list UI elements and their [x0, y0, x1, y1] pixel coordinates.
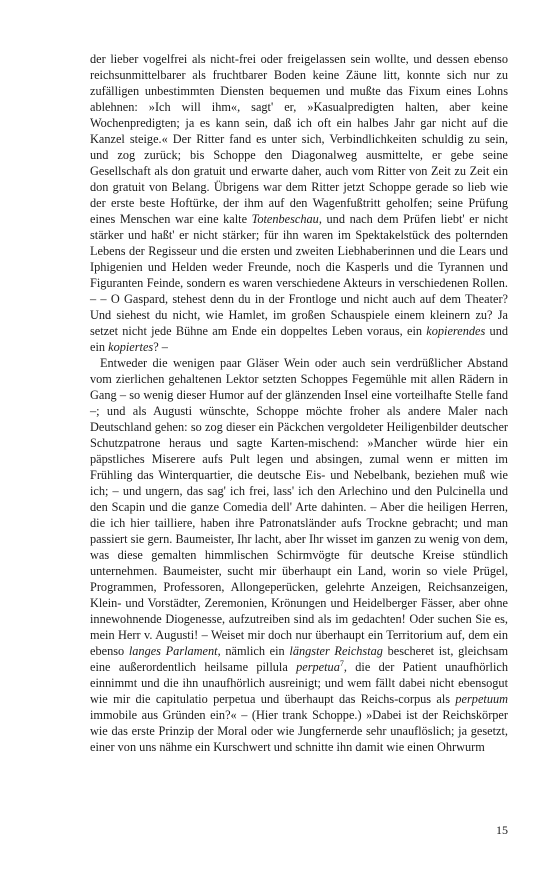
italic-term: perpetuum [455, 692, 508, 706]
text-run: ? – [153, 340, 168, 354]
text-run: immobile aus Gründen ein?« – (Hier trank Schoppe.) »Dabei ist der Reichskörper wie das erste Prinzip der Moral oder wie Jungfernerde sehr unauflöslich; ja gesetzt, einer von uns nähme ein Kurschwert und schnitte ihn damit wie einen Ohrwurm [90, 708, 508, 754]
text-run: Entweder die wenigen paar Gläser Wein oder auch sein verdrüßlicher Abstand vom zierlichen gehaltenen Lektor setzten Schoppes Fegemühle mit allen Rädern in Gang – so wenig dieser Humor auf der glänzenden Insel eine vorteilhafte Stelle fand –; und als Augusti wünschte, Schoppe möchte froher als andere Maler nach Deutschland gehen: so zog dieser ein Päckchen vergoldeter Heiligenbilder deutscher Schutzpatrone heraus und sagte Karten-mischend: »Mancher würde hier ein päpstliches Miserere aufs Pult legen und absingen, zumal wenn er mitten im Frühling das Winterquartier, die deutsche Eis- und Nebelbank, beziehen muß wie ich; – und ungern, das sag' ich frei, lass' ich den Arlechino und den Pulcinella und den Scapin und die ganze Comedia dell' Arte dahinten. – Aber die heiligen Herren, die ich hier tailliere, haben ihre Patronatsländer aufs Trockne gebracht; und man passiert sie gern. Baumeister, Ihr lacht, aber Ihr wisset im ganzen zu wenig von dem, was diese gemalten himmlischen Schirmvögte für deutsche Kreise stündlich unternehmen. Baumeister, sucht mir überhaupt ein Land, worin so viele Prügel, Programmen, Professoren, Allongeperücken, gelehrte Anzeigen, Reichsanzeigen, Klein- und Vorstädter, Zeremonien, Krönungen und Heidelberger Fässer, aber ohne innewohnende Diogenesse, aufzutreiben sind als im gedachten! Oder suchen Sie es, mein Herr v. Augusti! – Weiset mir doch nur überhaupt ein Territorium auf, dem ein ebenso [90, 356, 508, 658]
italic-term: kopierendes [426, 324, 486, 338]
text-run: , nämlich ein [217, 644, 290, 658]
paragraph-2 [90, 355, 508, 755]
text-run: bescheret ist, gleichsam eine außerordentlich heilsame pillula [90, 644, 509, 674]
italic-term: kopiertes [108, 340, 154, 354]
italic-term: perpetua [296, 660, 340, 674]
text-run: der lieber vogelfrei als nicht-frei oder freigelassen sein wollte, und dessen ebenso reichsunmittelbarer als fruchtbarer Boden keine Zäune litt, konnte sich nur zu zufälligen unbestimmten Diensten bequemen und mußte das Fixum eines Lohns ablehnen: »Ich will ihm«, sagt' er, »Kasualpredigten halten, aber keine Wochenpredigten; ja es kann sein, daß ich oft ein halbes Jahr gar nicht auf die Kanzel steige.« Der Ritter fand es unter sich, Verbindlichkeiten schuldig zu sein, und zog zurück; bis Schoppe den Diagonalweg ausmittelte, er gebe seine Gesellschaft als don gratuit und erwarte daher, auch vom Ritter von Zeit zu Zeit ein don gratuit von Belang. Übrigens war dem Ritter jetzt Schoppe gerade so lieb wie der erste beste Hoftürke, der ihm auf den Wagenfußtritt geholfen; seine Prüfung eines Menschen war eine kalte [90, 52, 508, 226]
text-run: und ein [90, 324, 508, 354]
paragraph-1 [90, 51, 508, 355]
body-text [90, 51, 508, 755]
italic-term: längster Reichstag [289, 644, 383, 658]
italic-term: Totenbeschau [251, 212, 319, 226]
text-run: , und nach dem Prüfen liebt' er nicht stärker und haßt' er nicht stärker; für ihn waren im Spektakelstück des polternden Lebens der Regisseur und die ersten und zweiten Liebhaberinnen und die Lears und Iphigenien und Helden weder Freunde, noch die Kasperls und die Tyrannen und Figuranten Feinde, sondern es waren verschiedene Akteurs in verschiedenen Rollen. – – O Gaspard, stehest denn du in der Frontloge und nicht auch auf dem Theater? Und siehest du nicht, wie Hamlet, im großen Schauspiele einem kleinern zu? Ja setzet nicht jede Bühne am Ende ein doppeltes Leben voraus, ein [90, 212, 508, 338]
text-run: , die der Patient unaufhörlich einnimmt und die ihn unaufhörlich ausreinigt; und wem fällt dabei nicht ebensogut wie mir die capitulatio perpetua und überhaupt das Reichs-corpus als [90, 660, 508, 706]
italic-term: langes Parlament [128, 644, 218, 658]
footnote-marker[interactable]: 7 [339, 658, 344, 668]
page-number: 15 [496, 823, 508, 837]
